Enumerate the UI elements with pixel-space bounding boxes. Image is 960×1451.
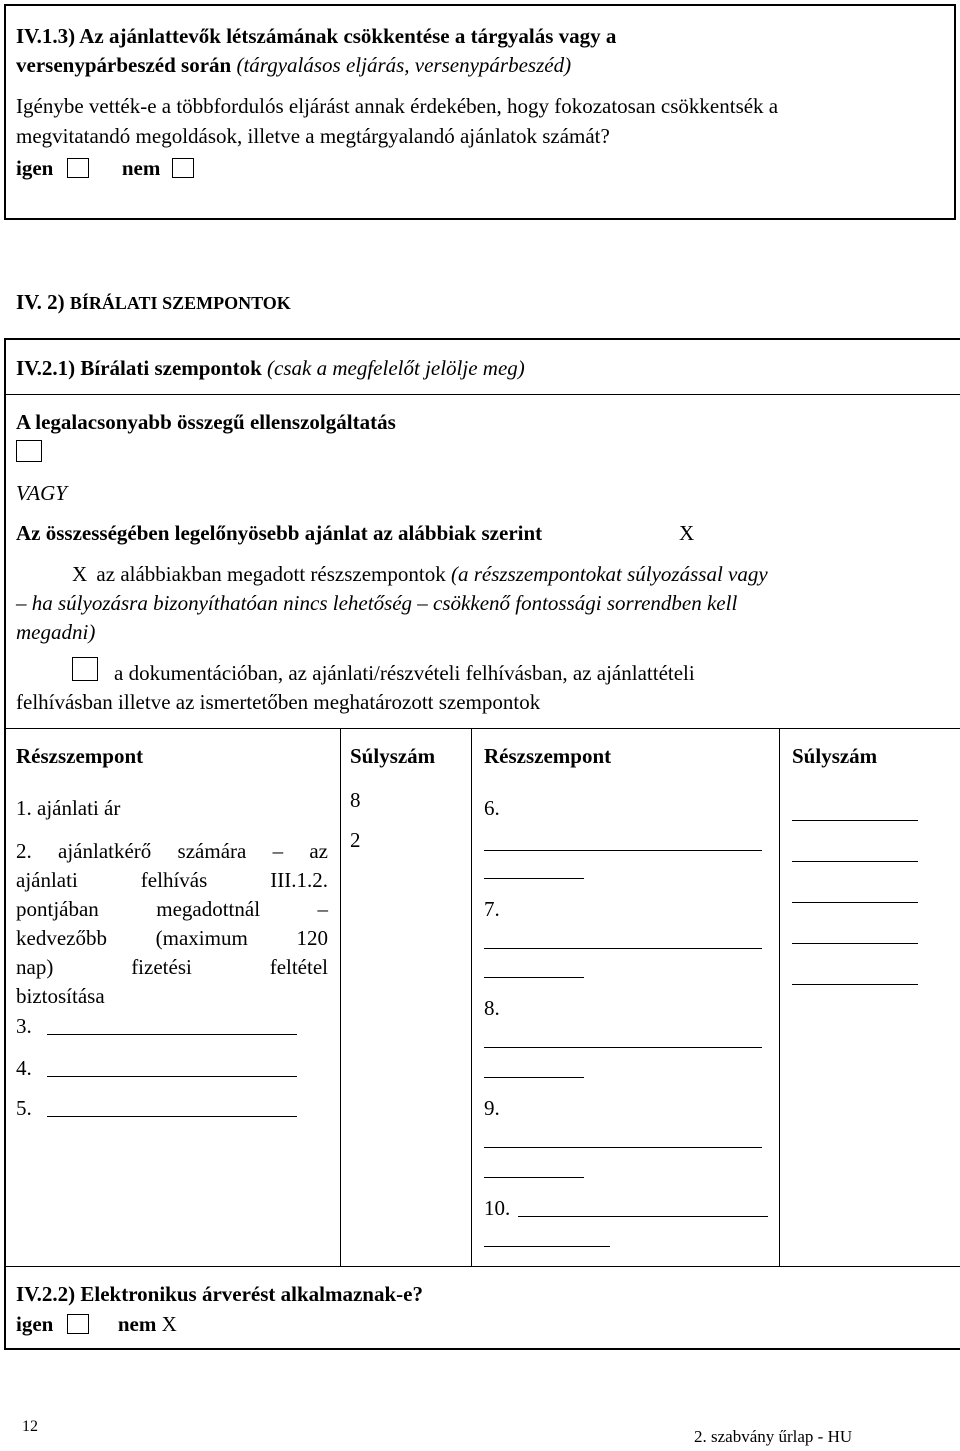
- page-number: 12: [22, 1418, 38, 1435]
- section-iv13-title-1: IV.1.3) Az ajánlattevők létszámának csökkentése a tárgyalás vagy a: [16, 24, 617, 48]
- section-iv13-question-2: megvitatandó megoldások, illetve a megtárgyalandó ajánlatok számát?: [16, 124, 610, 148]
- criterion-2-line-3: pontjában megadottnál –: [16, 897, 328, 921]
- sub-criteria-line-1: [72, 560, 768, 589]
- criterion-8-blank-1: [484, 1047, 762, 1048]
- section-iv2-heading: [16, 288, 291, 318]
- criterion-6: 6.: [484, 796, 500, 820]
- or-label: VAGY: [16, 481, 67, 505]
- criterion-5-blank: [47, 1116, 297, 1117]
- section-iv2-prefix: IV. 2): [16, 290, 65, 314]
- criterion-2-line-1: 2. ajánlatkérő számára – az: [16, 839, 328, 863]
- section-iv13-box: [4, 4, 956, 220]
- col2-header: Súlyszám: [350, 744, 436, 768]
- weight-2: 2: [350, 828, 361, 852]
- criterion-8: 8.: [484, 996, 500, 1020]
- criterion-8-blank-2: [484, 1077, 584, 1078]
- criterion-6-blank-1: [484, 850, 762, 851]
- criterion-2-line-2: ajánlati felhívás III.1.2.: [16, 868, 328, 892]
- col-divider-3: [779, 729, 780, 1266]
- weight-blank-3: [792, 902, 918, 903]
- col4-header: Súlyszám: [792, 744, 878, 768]
- criteria-divider: [5, 728, 960, 729]
- col-divider-2: [471, 729, 472, 1266]
- section-iv13-answers: [16, 154, 194, 183]
- weight-blank-4: [792, 943, 918, 944]
- weight-blank-2: [792, 861, 918, 862]
- sub-criteria-italic-1: (a részszempontokat súlyozással vagy: [450, 562, 768, 586]
- section-iv2-title: BÍRÁLATI SZEMPONTOK: [69, 293, 291, 313]
- section-iv22-title: IV.2.2) Elektronikus árverést alkalmaznak-e?: [16, 1282, 423, 1306]
- criterion-6-blank-2: [484, 878, 584, 879]
- criterion-9-blank-2: [484, 1177, 584, 1178]
- criterion-7-blank-2: [484, 977, 584, 978]
- criterion-3: 3.: [16, 1014, 32, 1038]
- iv22-no-label: nem: [117, 1312, 157, 1336]
- yes-checkbox[interactable]: [67, 158, 89, 178]
- criterion-1: 1. ajánlati ár: [16, 796, 121, 820]
- criterion-4-blank: [47, 1076, 297, 1077]
- documentation-line-1: a dokumentációban, az ajánlati/részvételi felhívásban, az ajánlattételi: [114, 661, 695, 685]
- weight-blank-5: [792, 984, 918, 985]
- yes-label: igen: [16, 156, 54, 180]
- form-name: 2. szabvány űrlap - HU: [694, 1427, 853, 1446]
- weight-blank-1: [792, 820, 918, 821]
- col3-header: Részszempont: [484, 744, 612, 768]
- section-iv21-title: [16, 354, 525, 383]
- criterion-2-line-4: kedvezőbb (maximum 120: [16, 926, 328, 950]
- iv22-yes-label: igen: [16, 1312, 54, 1336]
- sub-criteria-mark: X: [72, 562, 88, 586]
- weight-1: 8: [350, 788, 361, 812]
- section-iv13-title-2: [16, 51, 571, 80]
- col-divider-1: [340, 729, 341, 1266]
- section-iv22-answers: [16, 1310, 177, 1339]
- documentation-checkbox[interactable]: [72, 657, 98, 681]
- sub-criteria-italic-2: – ha súlyozásra bizonyíthatóan nincs lehetőség – csökkenő fontossági sorrendben kell: [16, 591, 738, 615]
- criterion-7: 7.: [484, 897, 500, 921]
- col1-header: Részszempont: [16, 744, 144, 768]
- criterion-9: 9.: [484, 1096, 500, 1120]
- sub-criteria-text: az alábbiakban megadott részszempontok: [96, 562, 446, 586]
- sub-criteria-italic-3: megadni): [16, 620, 96, 644]
- iv22-yes-checkbox[interactable]: [67, 1314, 89, 1334]
- lowest-price-label: A legalacsonyabb összegű ellenszolgáltatás: [16, 410, 396, 434]
- best-value-mark: X: [679, 521, 695, 545]
- criterion-3-blank: [47, 1034, 297, 1035]
- criterion-2-line-6: biztosítása: [16, 984, 105, 1008]
- section-iv13-question-1: Igénybe vették-e a többfordulós eljárást annak érdekében, hogy fokozatosan csökkentsék a: [16, 94, 779, 118]
- section-iv21-title-italic: (csak a megfelelőt jelölje meg): [267, 356, 525, 380]
- title-divider: [5, 394, 960, 395]
- criterion-4: 4.: [16, 1056, 32, 1080]
- lowest-price-checkbox[interactable]: [16, 440, 42, 462]
- section-iv13-title-2-bold: versenypárbeszéd során: [16, 53, 232, 77]
- criterion-7-blank-1: [484, 948, 762, 949]
- criterion-9-blank-1: [484, 1147, 762, 1148]
- no-checkbox[interactable]: [172, 158, 194, 178]
- criterion-2-line-5: nap) fizetési feltétel: [16, 955, 328, 979]
- documentation-line-2: felhívásban illetve az ismertetőben meghatározott szempontok: [16, 690, 541, 714]
- table-bottom-divider: [5, 1266, 960, 1267]
- no-label: nem: [121, 156, 161, 180]
- section-iv21-title-bold: IV.2.1) Bírálati szempontok: [16, 356, 262, 380]
- criterion-10-blank-1: [518, 1216, 768, 1217]
- iv22-no-mark: X: [161, 1312, 177, 1336]
- best-value-label: Az összességében legelőnyösebb ajánlat az alábbiak szerint: [16, 521, 543, 545]
- section-iv13-title-2-italic: (tárgyalásos eljárás, versenypárbeszéd): [236, 53, 572, 77]
- criterion-10: 10.: [484, 1196, 511, 1220]
- criterion-10-blank-2: [484, 1246, 610, 1247]
- criterion-5: 5.: [16, 1096, 32, 1120]
